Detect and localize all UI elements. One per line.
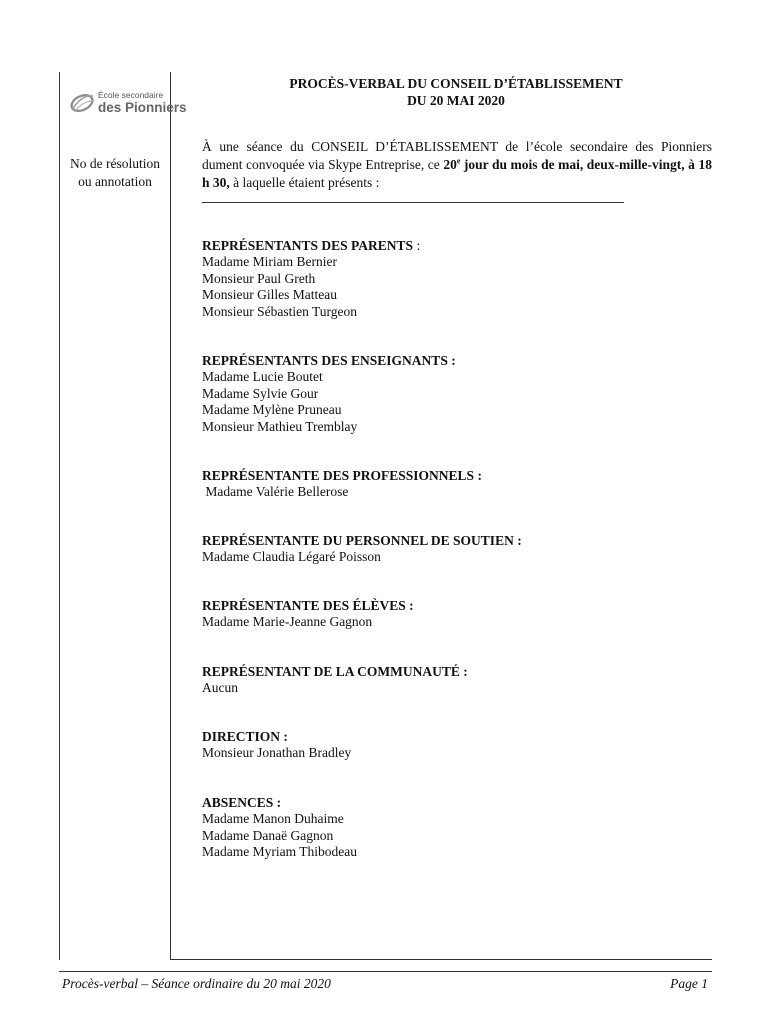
member-name: Madame Marie-Jeanne Gagnon [202,614,373,630]
section-heading: REPRÉSENTANT DE LA COMMUNAUTÉ : [202,664,468,679]
member-name: Monsieur Sébastien Turgeon [202,303,358,319]
member-name: Madame Myriam Thibodeau [202,844,357,860]
body-bottom-line [170,959,712,960]
member-name: Monsieur Paul Greth [202,270,316,286]
footer-rule [59,971,712,972]
member-name: Madame Manon Duhaime [202,811,344,827]
intro-day-sup: e [456,156,461,166]
member-name: Madame Lucie Boutet [202,369,323,385]
member-name: Madame Claudia Légaré Poisson [202,549,381,565]
member-name: Aucun [202,680,238,696]
section-absences [202,795,357,861]
intro-bold-date: jour du mois de mai, deux-mille-vingt, à 18 h 30, [202,157,712,190]
member-name: Monsieur Gilles Matteau [202,287,337,303]
member-name: Monsieur Mathieu Tremblay [202,418,358,434]
member-name: Madame Sylvie Gour [202,385,319,401]
footer-page-number: Page 1 [670,976,708,991]
margin-note-line-2: ou annotation [78,174,152,189]
section-heading: DIRECTION : [202,729,288,744]
logo-line-1: École secondaire [98,90,164,100]
school-logo-icon [68,90,96,116]
margin-divider-line [170,72,171,960]
member-name: Monsieur Jonathan Bradley [202,745,352,761]
section-teachers [202,353,456,435]
section-heading: REPRÉSENTANTE DU PERSONNEL DE SOUTIEN : [202,533,522,548]
signature-rule [202,202,624,203]
section-heading: REPRÉSENTANTE DES ÉLÈVES : [202,598,414,613]
school-logo [68,88,187,124]
intro-day: 20 [443,157,457,172]
intro-paragraph [202,138,712,192]
member-name: Madame Danaë Gagnon [202,827,334,843]
section-professionals [202,468,482,501]
member-name: Madame Mylène Pruneau [202,402,342,418]
section-students [202,598,414,631]
section-parents [202,238,420,320]
logo-line-2: des Pionniers [98,100,187,115]
section-heading-suffix: : [413,238,421,253]
section-heading: REPRÉSENTANTS DES ENSEIGNANTS : [202,353,456,368]
title-line-1: PROCÈS-VERBAL DU CONSEIL D’ÉTABLISSEMENT [289,76,623,91]
section-heading: REPRÉSENTANTE DES PROFESSIONNELS : [202,468,482,483]
left-margin-line [59,72,60,960]
section-community [202,664,468,697]
margin-note-line-1: No de résolution [70,156,160,171]
intro-text-2: à laquelle étaient présents : [229,175,380,190]
section-direction [202,729,351,762]
member-name: Madame Miriam Bernier [202,254,337,270]
intro-text-1: À une séance du CONSEIL D’ÉTABLISSEMENT de l’école secondaire des Pionniers dument convoquée via Skype Entreprise, ce [202,139,712,172]
section-support-staff [202,533,522,566]
section-heading: REPRÉSENTANTS DES PARENTS [202,238,414,253]
title-line-2: DU 20 MAI 2020 [407,93,505,108]
footer-left: Procès-verbal – Séance ordinaire du 20 mai 2020 [62,976,331,991]
margin-note [62,155,168,191]
member-name: Madame Valérie Bellerose [202,484,349,500]
section-heading: ABSENCES : [202,795,282,810]
document-title [200,75,712,109]
